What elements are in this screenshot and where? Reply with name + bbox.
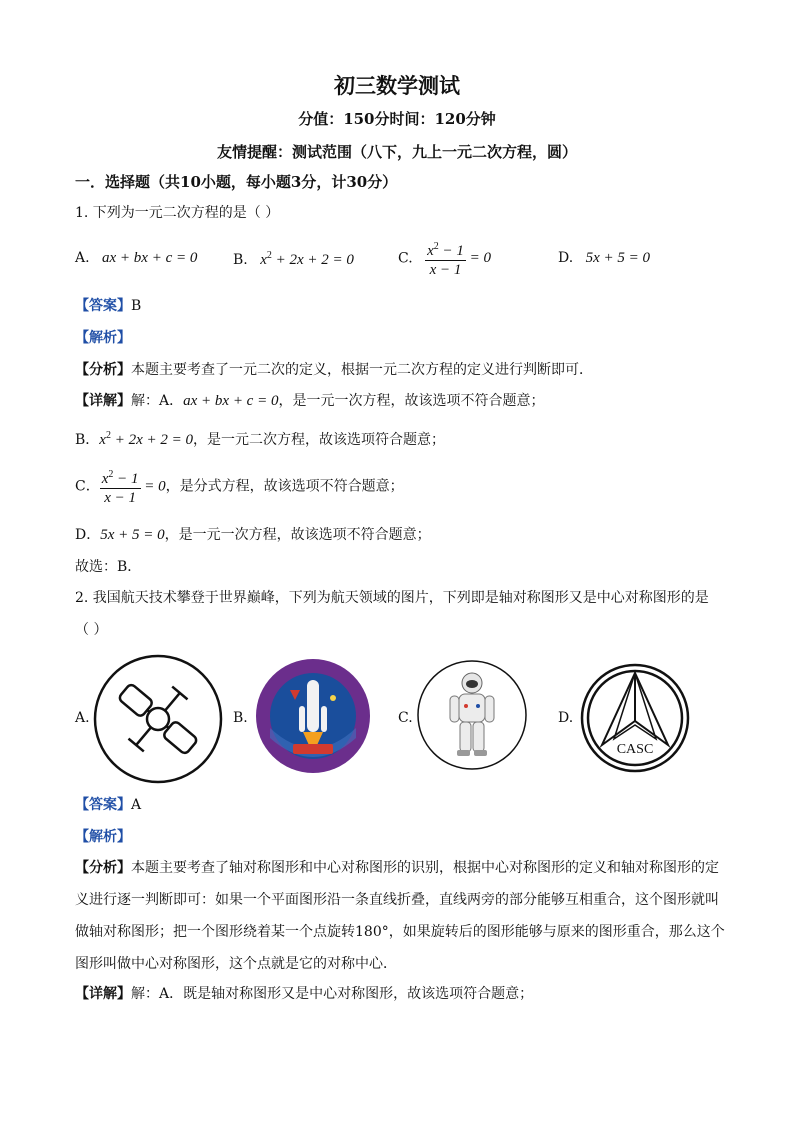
score-time: 分值：150分时间：120分钟 [298, 110, 496, 128]
page-title: 初三数学测试 [334, 73, 460, 98]
option-letter: D. [558, 250, 574, 266]
space-station-image [92, 654, 224, 784]
option-letter: A. [75, 250, 90, 266]
section-heading: 一．选择题（共10小题，每小题3分，计30分） [75, 173, 398, 191]
q2-option-a-label: A. [75, 710, 90, 726]
q2-answer: 【答案】A [75, 797, 142, 813]
option-letter: C. [398, 250, 413, 267]
q1-choice: 故选：B． [75, 559, 142, 575]
q1-detail-b: B．$x^2 + 2x + 2 = 0$，是一元二次方程，故该选项符合题意； [75, 430, 445, 448]
casc-logo-image [580, 663, 690, 773]
q2-option-b-label: B. [233, 710, 248, 726]
q2-option-d-label: D. [558, 710, 574, 726]
q1-option-b [233, 250, 354, 269]
option-expr: 5x + 5 = 0 [585, 250, 651, 266]
astronaut-image [417, 660, 527, 770]
q1-option-d [558, 250, 650, 267]
q1-option-a [75, 250, 197, 267]
q1-detail-a: 【详解】解：A．ax + bx + c = 0，是一元一次方程，故该选项不符合题意； [75, 393, 545, 409]
q2-stem-paren: （ ） [75, 622, 108, 638]
option-expr: $x^2 + 2x + 2 = 0$ [260, 250, 354, 268]
option-letter: B. [233, 252, 248, 268]
option-expr: ax + bx + c = 0 [102, 250, 198, 266]
casc-text: CASC [616, 742, 654, 757]
q1-detail-d: D．5x + 5 = 0，是一元一次方程，故该选项不符合题意； [75, 527, 431, 543]
q2-stem: 2. 我国航天技术攀登于世界巅峰，下列为航天领域的图片，下列即是轴对称图形又是中心对称图形的是 [75, 590, 709, 606]
q1-stem: 1. 下列为一元二次方程的是（ ） [75, 205, 280, 221]
q1-analysis-label: 【解析】 [75, 330, 131, 346]
q1-detail-c: C． $\frac{x^2 - 1}{x - 1}$ = 0，是分式方程，故该选项不符合题意； [75, 466, 404, 507]
reminder: 友情提醒：测试范围（八下，九上一元二次方程，圆） [216, 143, 577, 161]
q1-fenxi: 【分析】本题主要考查了一元二次的定义，根据一元二次方程的定义进行判断即可． [75, 362, 593, 378]
q2-analysis-label: 【解析】 [75, 829, 131, 845]
q1-answer: 【答案】B [75, 298, 142, 314]
q1-option-c: C. $\frac{x^2 - 1}{x - 1}$ = 0 [398, 238, 491, 279]
q2-option-c-label: C. [398, 710, 413, 726]
q2-detail-a: 【详解】解：A．既是轴对称图形又是中心对称图形，故该选项符合题意； [75, 986, 534, 1002]
q2-fenxi: 【分析】本题主要考查了轴对称图形和中心对称图形的识别，根据中心对称图形的定义和轴对称图形的定义进行逐一判断即可：如果一个平面图形沿一条直线折叠，直线两旁的部分能够互相重合，这个图形就叫做轴对称图形；把一个图形绕着某一个点旋转180°，如果旋转后的图形能够与原来的图形重合，那么这个图形叫做中心对称图形，这个点就是它的对称中心． [75, 860, 725, 972]
mission-badge-image [255, 658, 371, 774]
option-fraction: $\frac{x^2 - 1}{x - 1}$ [425, 238, 466, 279]
